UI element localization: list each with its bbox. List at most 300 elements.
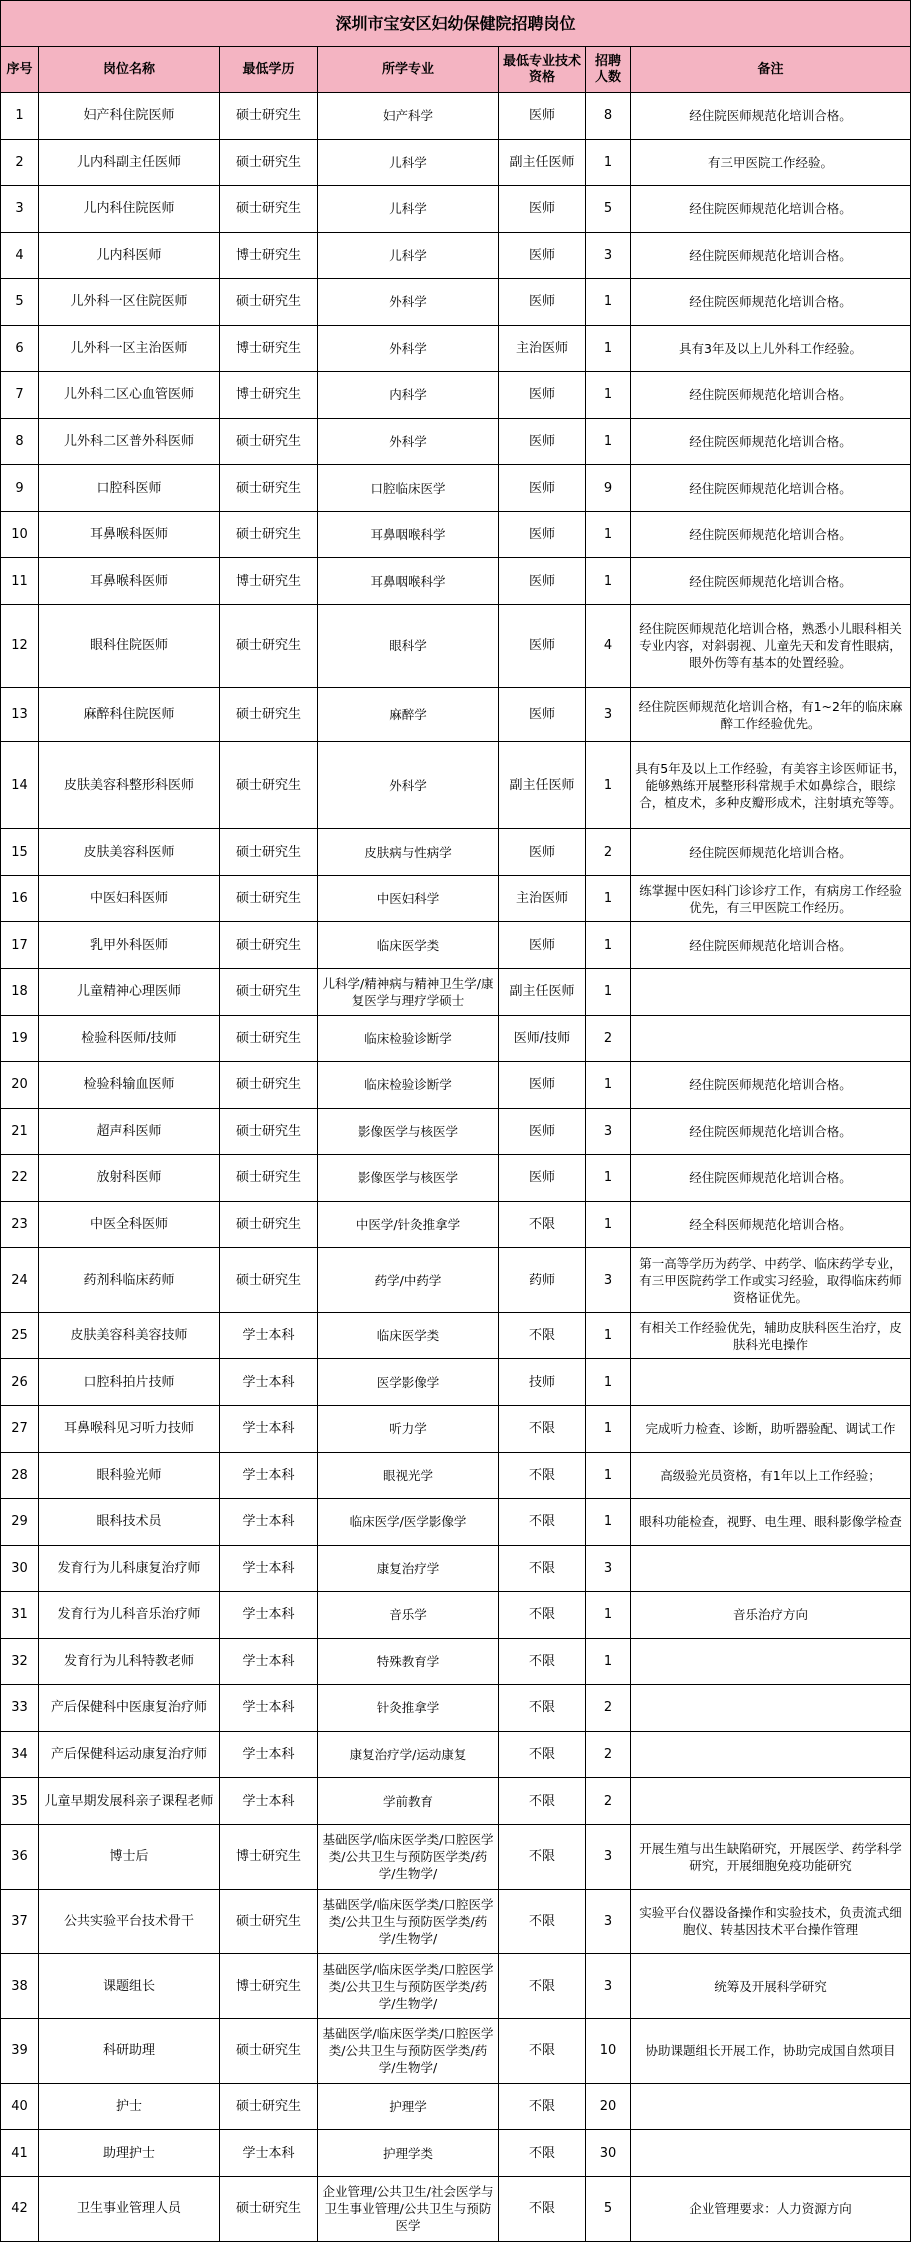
cell-major: 影像医学与核医学 xyxy=(318,1108,499,1155)
cell-education: 硕士研究生 xyxy=(220,1062,318,1109)
table-title: 深圳市宝安区妇幼保健院招聘岗位 xyxy=(1,1,911,47)
header-index: 序号 xyxy=(1,47,39,93)
table-row xyxy=(1,1499,911,1546)
header-qualification: 最低专业技术资格 xyxy=(499,47,586,93)
cell-major: 外科学 xyxy=(318,279,499,326)
cell-education: 学士本科 xyxy=(220,1499,318,1546)
cell-headcount: 1 xyxy=(586,325,631,372)
table-row xyxy=(1,2130,911,2177)
table-row xyxy=(1,93,911,140)
cell-headcount: 2 xyxy=(586,829,631,876)
cell-education: 硕士研究生 xyxy=(220,687,318,742)
cell-qualification: 副主任医师 xyxy=(499,139,586,186)
cell-remarks: 经住院医师规范化培训合格。 xyxy=(631,1062,911,1109)
cell-remarks: 具有3年及以上儿外科工作经验。 xyxy=(631,325,911,372)
table-row xyxy=(1,418,911,465)
cell-headcount: 1 xyxy=(586,279,631,326)
cell-headcount: 3 xyxy=(586,1954,631,2019)
cell-index: 29 xyxy=(1,1499,39,1546)
cell-remarks: 经全科医师规范化培训合格。 xyxy=(631,1201,911,1248)
cell-index: 2 xyxy=(1,139,39,186)
cell-headcount: 4 xyxy=(586,604,631,687)
cell-remarks xyxy=(631,1545,911,1592)
cell-index: 9 xyxy=(1,465,39,512)
cell-position: 产后保健科运动康复治疗师 xyxy=(39,1731,220,1778)
cell-headcount: 1 xyxy=(586,1359,631,1406)
cell-position: 助理护士 xyxy=(39,2130,220,2177)
cell-remarks: 经住院医师规范化培训合格。 xyxy=(631,418,911,465)
cell-index: 16 xyxy=(1,875,39,922)
cell-headcount: 1 xyxy=(586,418,631,465)
cell-remarks xyxy=(631,1359,911,1406)
cell-index: 30 xyxy=(1,1545,39,1592)
cell-education: 硕士研究生 xyxy=(220,829,318,876)
cell-remarks: 经住院医师规范化培训合格。 xyxy=(631,279,911,326)
cell-remarks: 经住院医师规范化培训合格。 xyxy=(631,1108,911,1155)
table-row xyxy=(1,604,911,687)
cell-education: 硕士研究生 xyxy=(220,2019,318,2084)
cell-education: 硕士研究生 xyxy=(220,465,318,512)
cell-index: 34 xyxy=(1,1731,39,1778)
cell-education: 学士本科 xyxy=(220,1685,318,1732)
cell-remarks: 经住院医师规范化培训合格。 xyxy=(631,558,911,605)
cell-education: 硕士研究生 xyxy=(220,93,318,140)
cell-remarks xyxy=(631,1731,911,1778)
cell-index: 27 xyxy=(1,1406,39,1453)
cell-education: 学士本科 xyxy=(220,1778,318,1825)
cell-qualification: 医师 xyxy=(499,511,586,558)
cell-education: 学士本科 xyxy=(220,2130,318,2177)
cell-position: 产后保健科中医康复治疗师 xyxy=(39,1685,220,1732)
table-row xyxy=(1,325,911,372)
cell-major: 眼科学 xyxy=(318,604,499,687)
cell-qualification: 医师 xyxy=(499,829,586,876)
cell-education: 学士本科 xyxy=(220,1359,318,1406)
table-row xyxy=(1,511,911,558)
cell-index: 21 xyxy=(1,1108,39,1155)
table-row xyxy=(1,969,911,1016)
cell-remarks: 第一高等学历为药学、中药学、临床药学专业，有三甲医院药学工作或实习经验，取得临床药师资格证优先。 xyxy=(631,1248,911,1313)
cell-major: 听力学 xyxy=(318,1406,499,1453)
table-row xyxy=(1,1406,911,1453)
table-row xyxy=(1,742,911,829)
cell-qualification: 不限 xyxy=(499,2130,586,2177)
cell-qualification: 主治医师 xyxy=(499,875,586,922)
cell-index: 25 xyxy=(1,1312,39,1359)
cell-position: 发育行为儿科特教老师 xyxy=(39,1638,220,1685)
table-row xyxy=(1,1685,911,1732)
table-row xyxy=(1,2176,911,2241)
cell-headcount: 20 xyxy=(586,2083,631,2130)
table-row xyxy=(1,1954,911,2019)
cell-major: 口腔临床医学 xyxy=(318,465,499,512)
cell-index: 6 xyxy=(1,325,39,372)
cell-headcount: 1 xyxy=(586,1592,631,1639)
cell-position: 儿外科一区住院医师 xyxy=(39,279,220,326)
cell-headcount: 1 xyxy=(586,1062,631,1109)
cell-index: 41 xyxy=(1,2130,39,2177)
cell-education: 硕士研究生 xyxy=(220,1155,318,1202)
cell-headcount: 8 xyxy=(586,93,631,140)
cell-qualification: 医师 xyxy=(499,418,586,465)
table-row xyxy=(1,186,911,233)
cell-index: 19 xyxy=(1,1015,39,1062)
cell-position: 发育行为儿科音乐治疗师 xyxy=(39,1592,220,1639)
cell-position: 护士 xyxy=(39,2083,220,2130)
cell-index: 35 xyxy=(1,1778,39,1825)
cell-major: 临床医学类 xyxy=(318,922,499,969)
cell-major: 基础医学/临床医学类/口腔医学类/公共卫生与预防医学类/药学/生物学/ xyxy=(318,1824,499,1889)
cell-qualification: 医师 xyxy=(499,604,586,687)
cell-index: 1 xyxy=(1,93,39,140)
cell-index: 40 xyxy=(1,2083,39,2130)
cell-education: 硕士研究生 xyxy=(220,279,318,326)
cell-qualification: 医师 xyxy=(499,372,586,419)
cell-major: 康复治疗学/运动康复 xyxy=(318,1731,499,1778)
cell-qualification: 医师 xyxy=(499,465,586,512)
cell-remarks: 经住院医师规范化培训合格。 xyxy=(631,232,911,279)
cell-qualification: 不限 xyxy=(499,1778,586,1825)
header-remarks: 备注 xyxy=(631,47,911,93)
cell-position: 妇产科住院医师 xyxy=(39,93,220,140)
cell-qualification: 不限 xyxy=(499,1545,586,1592)
cell-qualification: 药师 xyxy=(499,1248,586,1313)
cell-education: 硕士研究生 xyxy=(220,922,318,969)
cell-index: 8 xyxy=(1,418,39,465)
cell-education: 博士研究生 xyxy=(220,1824,318,1889)
cell-education: 博士研究生 xyxy=(220,232,318,279)
header-education: 最低学历 xyxy=(220,47,318,93)
cell-major: 音乐学 xyxy=(318,1592,499,1639)
header-row xyxy=(1,47,911,93)
cell-index: 42 xyxy=(1,2176,39,2241)
table-row xyxy=(1,1452,911,1499)
cell-remarks: 经住院医师规范化培训合格。 xyxy=(631,922,911,969)
cell-headcount: 3 xyxy=(586,1108,631,1155)
cell-position: 口腔科拍片技师 xyxy=(39,1359,220,1406)
cell-qualification: 不限 xyxy=(499,1406,586,1453)
cell-remarks: 经住院医师规范化培训合格，熟悉小儿眼科相关专业内容，对斜弱视、儿童先天和发育性眼病，眼外伤等有基本的处置经验。 xyxy=(631,604,911,687)
cell-major: 护理学 xyxy=(318,2083,499,2130)
cell-index: 32 xyxy=(1,1638,39,1685)
cell-remarks: 具有5年及以上工作经验，有美容主诊医师证书，能够熟练开展整形科常规手术如鼻综合，眼综合，植皮术，多种皮瓣形成术，注射填充等等。 xyxy=(631,742,911,829)
cell-qualification: 主治医师 xyxy=(499,325,586,372)
cell-headcount: 3 xyxy=(586,1889,631,1954)
table-row xyxy=(1,1108,911,1155)
cell-education: 硕士研究生 xyxy=(220,418,318,465)
table-row xyxy=(1,1592,911,1639)
cell-qualification: 不限 xyxy=(499,1452,586,1499)
cell-remarks: 经住院医师规范化培训合格。 xyxy=(631,465,911,512)
cell-index: 28 xyxy=(1,1452,39,1499)
cell-position: 耳鼻喉科见习听力技师 xyxy=(39,1406,220,1453)
cell-position: 卫生事业管理人员 xyxy=(39,2176,220,2241)
cell-index: 38 xyxy=(1,1954,39,2019)
cell-remarks: 音乐治疗方向 xyxy=(631,1592,911,1639)
table-row xyxy=(1,465,911,512)
cell-education: 硕士研究生 xyxy=(220,186,318,233)
cell-major: 医学影像学 xyxy=(318,1359,499,1406)
cell-headcount: 9 xyxy=(586,465,631,512)
table-row xyxy=(1,279,911,326)
cell-position: 放射科医师 xyxy=(39,1155,220,1202)
cell-major: 基础医学/临床医学类/口腔医学类/公共卫生与预防医学类/药学/生物学/ xyxy=(318,1889,499,1954)
cell-headcount: 1 xyxy=(586,1638,631,1685)
cell-headcount: 2 xyxy=(586,1778,631,1825)
cell-qualification: 医师 xyxy=(499,1062,586,1109)
cell-headcount: 1 xyxy=(586,1452,631,1499)
cell-remarks: 完成听力检查、诊断，助听器验配、调试工作 xyxy=(631,1406,911,1453)
cell-major: 外科学 xyxy=(318,418,499,465)
table-row xyxy=(1,1312,911,1359)
cell-position: 公共实验平台技术骨干 xyxy=(39,1889,220,1954)
cell-major: 企业管理/公共卫生/社会医学与卫生事业管理/公共卫生与预防医学 xyxy=(318,2176,499,2241)
cell-position: 眼科住院医师 xyxy=(39,604,220,687)
cell-position: 博士后 xyxy=(39,1824,220,1889)
cell-headcount: 3 xyxy=(586,232,631,279)
cell-headcount: 3 xyxy=(586,1248,631,1313)
cell-position: 眼科验光师 xyxy=(39,1452,220,1499)
cell-position: 药剂科临床药师 xyxy=(39,1248,220,1313)
cell-position: 超声科医师 xyxy=(39,1108,220,1155)
cell-qualification: 不限 xyxy=(499,1685,586,1732)
cell-index: 14 xyxy=(1,742,39,829)
cell-education: 硕士研究生 xyxy=(220,604,318,687)
cell-remarks: 统筹及开展科学研究 xyxy=(631,1954,911,2019)
table-row xyxy=(1,2083,911,2130)
cell-education: 博士研究生 xyxy=(220,1954,318,2019)
cell-qualification: 不限 xyxy=(499,1824,586,1889)
cell-headcount: 1 xyxy=(586,1499,631,1546)
cell-education: 博士研究生 xyxy=(220,372,318,419)
cell-remarks xyxy=(631,2083,911,2130)
cell-remarks: 实验平台仪器设备操作和实验技术，负责流式细胞仪、转基因技术平台操作管理 xyxy=(631,1889,911,1954)
cell-index: 36 xyxy=(1,1824,39,1889)
cell-major: 内科学 xyxy=(318,372,499,419)
cell-index: 10 xyxy=(1,511,39,558)
cell-headcount: 1 xyxy=(586,1155,631,1202)
cell-education: 硕士研究生 xyxy=(220,1889,318,1954)
cell-position: 儿内科住院医师 xyxy=(39,186,220,233)
cell-education: 硕士研究生 xyxy=(220,2083,318,2130)
cell-remarks: 经住院医师规范化培训合格。 xyxy=(631,93,911,140)
cell-index: 13 xyxy=(1,687,39,742)
cell-remarks: 经住院医师规范化培训合格。 xyxy=(631,829,911,876)
table-body xyxy=(1,93,911,2242)
cell-education: 学士本科 xyxy=(220,1592,318,1639)
table-row xyxy=(1,1824,911,1889)
cell-qualification: 不限 xyxy=(499,1499,586,1546)
cell-remarks xyxy=(631,1638,911,1685)
cell-position: 儿童早期发展科亲子课程老师 xyxy=(39,1778,220,1825)
cell-position: 儿外科一区主治医师 xyxy=(39,325,220,372)
cell-remarks: 有相关工作经验优先，辅助皮肤科医生治疗，皮肤科光电操作 xyxy=(631,1312,911,1359)
cell-position: 乳甲外科医师 xyxy=(39,922,220,969)
cell-education: 学士本科 xyxy=(220,1731,318,1778)
cell-headcount: 1 xyxy=(586,1406,631,1453)
cell-remarks: 经住院医师规范化培训合格，有1~2年的临床麻醉工作经验优先。 xyxy=(631,687,911,742)
cell-qualification: 不限 xyxy=(499,2176,586,2241)
cell-qualification: 不限 xyxy=(499,1889,586,1954)
cell-headcount: 30 xyxy=(586,2130,631,2177)
cell-remarks: 练掌握中医妇科门诊诊疗工作，有病房工作经验优先，有三甲医院工作经历。 xyxy=(631,875,911,922)
cell-education: 硕士研究生 xyxy=(220,875,318,922)
cell-position: 皮肤美容科整形科医师 xyxy=(39,742,220,829)
table-row xyxy=(1,2019,911,2084)
cell-position: 眼科技术员 xyxy=(39,1499,220,1546)
cell-major: 针灸推拿学 xyxy=(318,1685,499,1732)
cell-position: 儿外科二区心血管医师 xyxy=(39,372,220,419)
cell-position: 儿内科副主任医师 xyxy=(39,139,220,186)
cell-qualification: 不限 xyxy=(499,1954,586,2019)
cell-index: 4 xyxy=(1,232,39,279)
cell-major: 眼视光学 xyxy=(318,1452,499,1499)
cell-remarks: 企业管理要求：人力资源方向 xyxy=(631,2176,911,2241)
cell-index: 7 xyxy=(1,372,39,419)
table-row xyxy=(1,829,911,876)
cell-remarks: 高级验光员资格，有1年以上工作经验； xyxy=(631,1452,911,1499)
cell-education: 学士本科 xyxy=(220,1545,318,1592)
cell-position: 中医妇科医师 xyxy=(39,875,220,922)
cell-education: 硕士研究生 xyxy=(220,139,318,186)
table-row xyxy=(1,1889,911,1954)
cell-education: 硕士研究生 xyxy=(220,1248,318,1313)
table-row xyxy=(1,1359,911,1406)
cell-qualification: 医师 xyxy=(499,687,586,742)
cell-major: 妇产科学 xyxy=(318,93,499,140)
cell-major: 护理学类 xyxy=(318,2130,499,2177)
cell-index: 12 xyxy=(1,604,39,687)
table-row xyxy=(1,1201,911,1248)
cell-major: 特殊教育学 xyxy=(318,1638,499,1685)
cell-position: 课题组长 xyxy=(39,1954,220,2019)
cell-qualification: 医师/技师 xyxy=(499,1015,586,1062)
cell-position: 皮肤美容科医师 xyxy=(39,829,220,876)
cell-headcount: 1 xyxy=(586,875,631,922)
header-position: 岗位名称 xyxy=(39,47,220,93)
table-row xyxy=(1,1731,911,1778)
table-row xyxy=(1,1638,911,1685)
cell-major: 皮肤病与性病学 xyxy=(318,829,499,876)
cell-education: 博士研究生 xyxy=(220,558,318,605)
table-row xyxy=(1,1248,911,1313)
cell-education: 学士本科 xyxy=(220,1312,318,1359)
cell-qualification: 不限 xyxy=(499,1638,586,1685)
table-row xyxy=(1,1015,911,1062)
cell-major: 药学/中药学 xyxy=(318,1248,499,1313)
table-row xyxy=(1,1545,911,1592)
cell-major: 学前教育 xyxy=(318,1778,499,1825)
cell-qualification: 不限 xyxy=(499,1201,586,1248)
cell-major: 临床医学/医学影像学 xyxy=(318,1499,499,1546)
cell-major: 儿科学 xyxy=(318,139,499,186)
cell-education: 硕士研究生 xyxy=(220,742,318,829)
table-row xyxy=(1,139,911,186)
cell-index: 24 xyxy=(1,1248,39,1313)
cell-qualification: 医师 xyxy=(499,93,586,140)
cell-position: 耳鼻喉科医师 xyxy=(39,511,220,558)
cell-major: 耳鼻咽喉科学 xyxy=(318,511,499,558)
cell-headcount: 3 xyxy=(586,1545,631,1592)
cell-qualification: 副主任医师 xyxy=(499,742,586,829)
cell-remarks: 经住院医师规范化培训合格。 xyxy=(631,186,911,233)
cell-headcount: 5 xyxy=(586,2176,631,2241)
cell-index: 20 xyxy=(1,1062,39,1109)
cell-education: 学士本科 xyxy=(220,1406,318,1453)
cell-major: 麻醉学 xyxy=(318,687,499,742)
cell-index: 17 xyxy=(1,922,39,969)
cell-remarks xyxy=(631,2130,911,2177)
cell-major: 儿科学 xyxy=(318,232,499,279)
cell-qualification: 副主任医师 xyxy=(499,969,586,1016)
cell-headcount: 2 xyxy=(586,1685,631,1732)
cell-qualification: 技师 xyxy=(499,1359,586,1406)
cell-position: 中医全科医师 xyxy=(39,1201,220,1248)
table-row xyxy=(1,875,911,922)
cell-index: 39 xyxy=(1,2019,39,2084)
cell-qualification: 医师 xyxy=(499,232,586,279)
cell-index: 15 xyxy=(1,829,39,876)
cell-headcount: 1 xyxy=(586,969,631,1016)
cell-education: 硕士研究生 xyxy=(220,969,318,1016)
header-major: 所学专业 xyxy=(318,47,499,93)
cell-qualification: 不限 xyxy=(499,1592,586,1639)
table-row xyxy=(1,1062,911,1109)
cell-position: 检验科医师/技师 xyxy=(39,1015,220,1062)
cell-position: 检验科输血医师 xyxy=(39,1062,220,1109)
cell-headcount: 1 xyxy=(586,742,631,829)
cell-major: 临床检验诊断学 xyxy=(318,1062,499,1109)
table-row xyxy=(1,922,911,969)
table-row xyxy=(1,558,911,605)
cell-remarks xyxy=(631,1685,911,1732)
cell-remarks: 眼科功能检查，视野、电生理、眼科影像学检查 xyxy=(631,1499,911,1546)
cell-position: 儿外科二区普外科医师 xyxy=(39,418,220,465)
cell-index: 5 xyxy=(1,279,39,326)
cell-remarks xyxy=(631,1778,911,1825)
cell-headcount: 3 xyxy=(586,687,631,742)
cell-position: 皮肤美容科美容技师 xyxy=(39,1312,220,1359)
cell-headcount: 3 xyxy=(586,1824,631,1889)
cell-headcount: 1 xyxy=(586,372,631,419)
cell-major: 耳鼻咽喉科学 xyxy=(318,558,499,605)
cell-index: 11 xyxy=(1,558,39,605)
cell-qualification: 不限 xyxy=(499,1312,586,1359)
cell-remarks: 有三甲医院工作经验。 xyxy=(631,139,911,186)
cell-index: 26 xyxy=(1,1359,39,1406)
cell-headcount: 1 xyxy=(586,1312,631,1359)
cell-education: 硕士研究生 xyxy=(220,2176,318,2241)
cell-headcount: 10 xyxy=(586,2019,631,2084)
cell-headcount: 1 xyxy=(586,922,631,969)
table-row xyxy=(1,1155,911,1202)
cell-index: 37 xyxy=(1,1889,39,1954)
title-row xyxy=(1,1,911,47)
cell-major: 基础医学/临床医学类/口腔医学类/公共卫生与预防医学类/药学/生物学/ xyxy=(318,1954,499,2019)
table-row xyxy=(1,1778,911,1825)
cell-major: 外科学 xyxy=(318,325,499,372)
cell-major: 基础医学/临床医学类/口腔医学类/公共卫生与预防医学类/药学/生物学/ xyxy=(318,2019,499,2084)
cell-major: 中医学/针灸推拿学 xyxy=(318,1201,499,1248)
cell-remarks: 经住院医师规范化培训合格。 xyxy=(631,511,911,558)
cell-index: 3 xyxy=(1,186,39,233)
cell-position: 耳鼻喉科医师 xyxy=(39,558,220,605)
cell-education: 学士本科 xyxy=(220,1452,318,1499)
cell-qualification: 不限 xyxy=(499,2083,586,2130)
cell-headcount: 2 xyxy=(586,1015,631,1062)
cell-position: 儿内科医师 xyxy=(39,232,220,279)
cell-qualification: 医师 xyxy=(499,922,586,969)
